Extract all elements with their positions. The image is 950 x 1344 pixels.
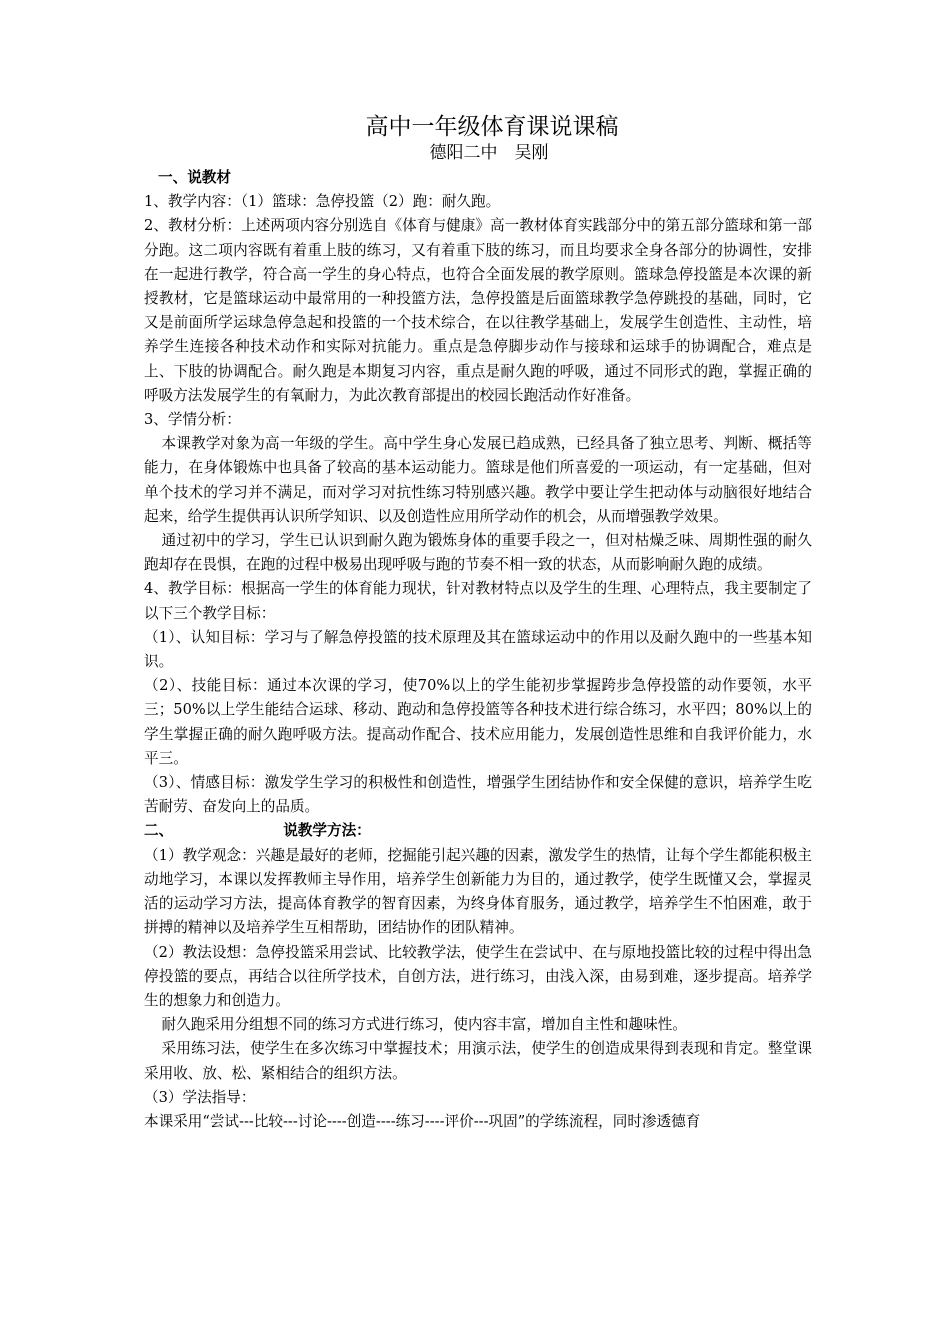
paragraph-emotional-goal: （3）、情感目标：激发学生学习的积极性和创造性，增强学生团结协作和安全保健的意识，培养学生吃苦耐劳、奋发向上的品质。 xyxy=(144,774,812,816)
paragraph-student-analysis-1: 本课教学对象为高一年级的学生。高中学生身心发展已趋成熟，已经具备了独立思考、判断、概括等能力，在身体锻炼中也具备了较高的基本运动能力。篮球是他们所喜爱的一项运动，有一定基础，但对单个技术的学习并不满足，而对学习对抗性练习特别感兴趣。教学中要让学生把动体与动脑很好地结合起来，给学生提供再认识所学知识、以及创造性应用所学动作的机会，从而增强教学效果。 xyxy=(144,435,812,525)
section-heading-1: 一、说教材 xyxy=(158,169,231,186)
paragraph-skill-goal: （2）、技能目标：通过本次课的学习，使70%以上的学生能初步掌握跨步急停投篮的动作要领，水平三；50%以上学生能结合运球、移动、跑动和急停投篮等各种技术进行综合练习，水平四；80%以上的学生掌握正确的耐久跑呼吸方法。提高动作配合、技术应用能力，发展创造性思维和自我评价能力，水平三。 xyxy=(144,677,812,767)
document-page xyxy=(144,112,812,1134)
paragraph-material-analysis: 2、教材分析：上述两项内容分别选自《体育与健康》高一教材体育实践部分中的第五部分篮球和第一部分跑。这二项内容既有着重上肢的练习，又有着重下肢的练习，而且均要求全身各部分的协调性，安排在一起进行教学，符合高一学生的身心特点，也符合全面发展的教学原则。篮球急停投篮是本次课的新授教材，它是篮球运动中最常用的一种投篮方法，急停投篮是后面篮球教学急停跳投的基础，同时，它又是前面所学运球急停急起和投篮的一个技术综合，在以往教学基础上，发展学生创造性、主动性，培养学生连接各种技术动作和实际对抗能力。重点是急停脚步动作与接球和运球手的协调配合，难点是上、下肢的协调配合。耐久跑是本期复习内容，重点是耐久跑的呼吸，通过不同形式的跑，掌握正确的呼吸方法发展学生的有氧耐力，为此次教育部提出的校园长跑活动作好准备。 xyxy=(144,217,812,404)
paragraph-teaching-method: （2）教法设想：急停投篮采用尝试、比较教学法，使学生在尝试中、在与原地投篮比较的过程中得出急停投篮的要点，再结合以往所学技术，自创方法，进行练习，由浅入深，由易到难，逐步提高。培养学生的想象力和创造力。 xyxy=(144,943,812,1009)
paragraph-endurance-run-method: 耐久跑采用分组想不同的练习方式进行练习，使内容丰富，增加自主性和趣味性。 xyxy=(161,1016,687,1034)
paragraph-teaching-content: 1、教学内容：（1）篮球：急停投篮（2）跑：耐久跑。 xyxy=(144,193,501,211)
paragraph-teaching-goals: 4、教学目标：根据高一学生的体育能力现状，针对教材特点以及学生的生理、心理特点，我主要制定了以下三个教学目标： xyxy=(144,580,812,622)
paragraph-student-analysis-2: 通过初中的学习，学生已认识到耐久跑为锻炼身体的重要手段之一，但对枯燥乏味、周期性强的耐久跑却存在畏惧，在跑的过程中极易出现呼吸与跑的节奏不相一致的状态，从而影响耐久跑的成绩。 xyxy=(144,532,812,574)
section-heading-2 xyxy=(144,819,812,843)
paragraph-student-analysis-heading: 3、学情分析： xyxy=(144,411,241,429)
document-title: 高中一年级体育课说课稿 xyxy=(365,114,619,140)
paragraph-practice-method: 采用练习法，使学生在多次练习中掌握技术；用演示法，使学生的创造成果得到表现和肯定。整堂课采用收、放、松、紧相结合的组织方法。 xyxy=(144,1040,812,1082)
paragraph-teaching-concept: （1）教学观念：兴趣是最好的老师，挖掘能引起兴趣的因素，激发学生的热情，让每个学生都能积极主动地学习，本课以发挥教师主导作用，培养学生创新能力为目的，通过教学，使学生既懂又会，掌握灵活的运动学习方法，提高体育教学的智育因素，为终身体育服务，通过教学，培养学生不怕困难，敢于拼搏的精神以及培养学生互相帮助，团结协作的团队精神。 xyxy=(144,846,812,937)
paragraph-study-flow: 本课采用“尝试---比较---讨论----创造----练习----评价---巩固”的学练流程，同时渗透德育 xyxy=(144,1112,701,1130)
section-title-2: 说教学方法： xyxy=(283,822,371,840)
paragraph-cognitive-goal: （1）、认知目标：学习与了解急停投篮的技术原理及其在篮球运动中的作用以及耐久跑中的一些基本知识。 xyxy=(144,628,812,671)
section-number-2: 二、 xyxy=(144,822,174,840)
document-author: 德阳二中 吴刚 xyxy=(429,143,549,163)
paragraph-study-guidance-heading: （3）学法指导： xyxy=(144,1088,256,1106)
